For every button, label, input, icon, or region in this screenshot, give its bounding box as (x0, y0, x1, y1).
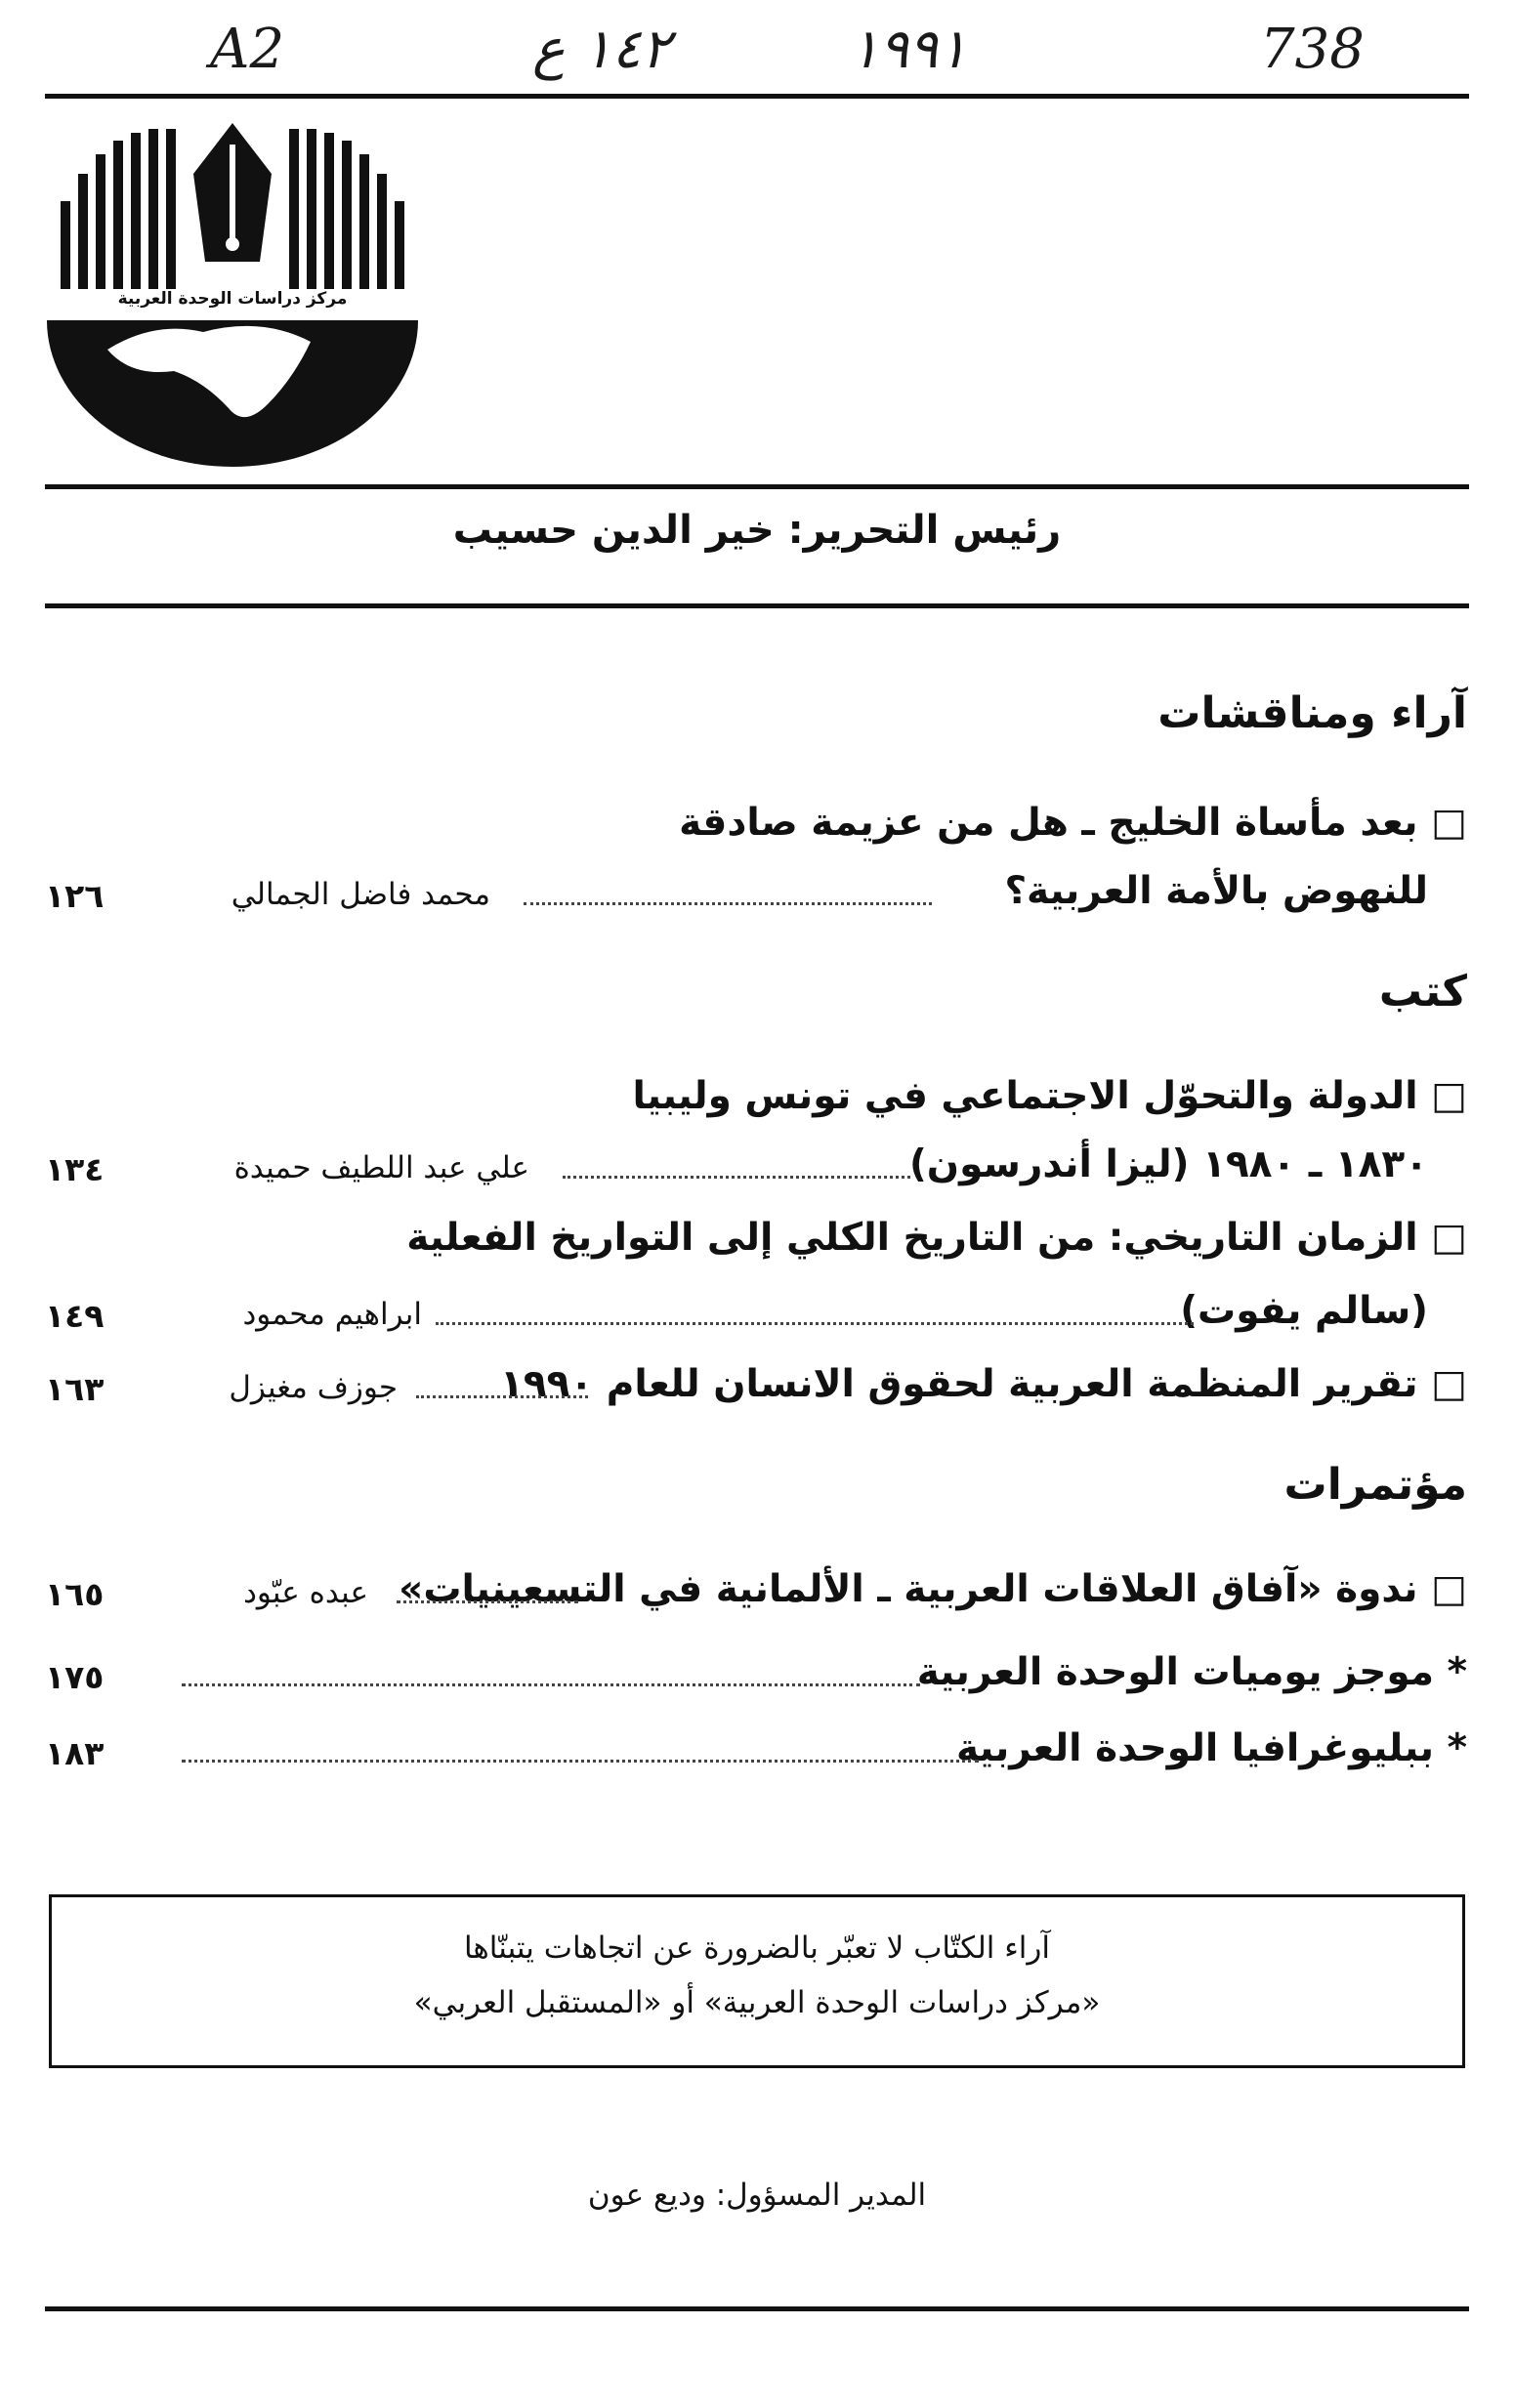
handwritten-issue: ١٤٢ ع (532, 18, 671, 81)
feature-title (956, 1726, 1467, 1770)
disclaimer-line-1: آراء الكتّاب لا تعبّر بالضرورة عن اتجاهات يتبنّاها (463, 1931, 1051, 1966)
title-text: موجز يوميات الوحدة العربية (916, 1650, 1435, 1694)
header-rule-bottom (45, 603, 1469, 608)
title-text: الدولة والتحوّل الاجتماعي في تونس وليبيا (632, 1074, 1418, 1118)
toc-entry-4[interactable] (45, 1362, 1467, 1421)
square-bullet-icon: □ (1431, 1074, 1467, 1118)
square-bullet-icon: □ (1431, 1362, 1467, 1406)
feature-page: ١٧٥ (45, 1658, 105, 1696)
toc-entry-page: ١٣٤ (45, 1150, 105, 1188)
handwritten-code: A2 (210, 18, 285, 81)
toc-entry-author: جوزف مغيزل (229, 1370, 398, 1405)
logo-label: مركز دراسات الوحدة العربية (117, 289, 348, 309)
toc-entry-author: ابراهيم محمود (242, 1297, 422, 1332)
toc-entry-page: ١٢٦ (45, 877, 105, 915)
asterisk-bullet-icon: * (1447, 1726, 1467, 1770)
toc-entry-3-line-1[interactable] (45, 1216, 1467, 1274)
title-text: تقرير المنظمة العربية لحقوق الانسان للعام ١٩٩٠ (500, 1362, 1418, 1406)
handwritten-number: 738 (1260, 18, 1365, 81)
leader-dots (436, 1322, 1194, 1325)
square-bullet-icon: □ (1431, 1567, 1467, 1611)
bottom-rule (45, 2306, 1469, 2311)
title-text: ندوة «آفاق العلاقات العربية ـ الألمانية في التسعينيات» (399, 1567, 1418, 1611)
toc-entry-author: عبده عبّود (243, 1575, 368, 1610)
title-text: ببليوغرافيا الوحدة العربية (956, 1726, 1435, 1770)
leader-dots (397, 1600, 578, 1603)
leader-dots (524, 902, 932, 905)
header-rule-top (45, 484, 1469, 489)
toc-entry-title-cont: ١٨٣٠ ـ ١٩٨٠ (ليزا أندرسون) (908, 1142, 1428, 1186)
managing-director-line: المدير المسؤول: وديع عون (587, 2178, 927, 2213)
handwritten-year: ١٩٩١ (850, 18, 968, 81)
toc-entry-title (500, 1362, 1467, 1406)
disclaimer-line-2: «مركز دراسات الوحدة العربية» أو «المستقبل العربي» (413, 1985, 1101, 2020)
feature-title (917, 1650, 1467, 1694)
disclaimer-box (49, 1894, 1465, 2068)
leader-dots (182, 1683, 920, 1686)
asterisk-bullet-icon: * (1447, 1650, 1467, 1694)
toc-entry-title-cont: (سالم يفوت) (1180, 1289, 1428, 1333)
toc-entry-author: محمد فاضل الجمالي (231, 877, 490, 912)
section-heading-opinions: آراء ومناقشات (1157, 688, 1467, 738)
editor-in-chief-line: رئيس التحرير: خير الدين حسيب (452, 508, 1062, 553)
toc-entry-title (399, 1567, 1467, 1611)
toc-entry-title (679, 801, 1467, 845)
toc-entry-1-line-1[interactable] (45, 801, 1467, 859)
section-heading-conferences: مؤتمرات (1283, 1460, 1467, 1510)
toc-entry-2-line-1[interactable] (45, 1074, 1467, 1133)
toc-entry-title (633, 1074, 1467, 1118)
toc-entry-author: علي عبد اللطيف حميدة (233, 1150, 529, 1185)
toc-entry-page: ١٤٩ (45, 1297, 105, 1335)
logo (37, 115, 428, 467)
leader-dots (416, 1395, 588, 1398)
leader-dots (563, 1176, 910, 1179)
toc-entry-title (406, 1216, 1467, 1260)
leader-dots (182, 1760, 979, 1763)
toc-entry-2-line-2[interactable] (45, 1142, 1467, 1201)
square-bullet-icon: □ (1431, 801, 1467, 845)
section-heading-books: كتب (1378, 967, 1467, 1017)
title-text: الزمان التاريخي: من التاريخ الكلي إلى التواريخ الفعلية (406, 1216, 1418, 1260)
toc-entry-3-line-2[interactable] (45, 1289, 1467, 1348)
toc-entry-5[interactable] (45, 1567, 1467, 1626)
title-text: بعد مأساة الخليج ـ هل من عزيمة صادقة (679, 801, 1418, 845)
square-bullet-icon: □ (1431, 1216, 1467, 1260)
feature-entry-2[interactable] (45, 1726, 1467, 1785)
feature-page: ١٨٣ (45, 1734, 105, 1772)
toc-entry-page: ١٦٣ (45, 1370, 105, 1408)
toc-entry-page: ١٦٥ (45, 1575, 105, 1613)
feature-entry-1[interactable] (45, 1650, 1467, 1709)
top-rule (45, 94, 1469, 99)
toc-entry-1-line-2[interactable] (45, 869, 1467, 928)
toc-entry-title-cont: للنهوض بالأمة العربية؟ (1004, 869, 1428, 913)
